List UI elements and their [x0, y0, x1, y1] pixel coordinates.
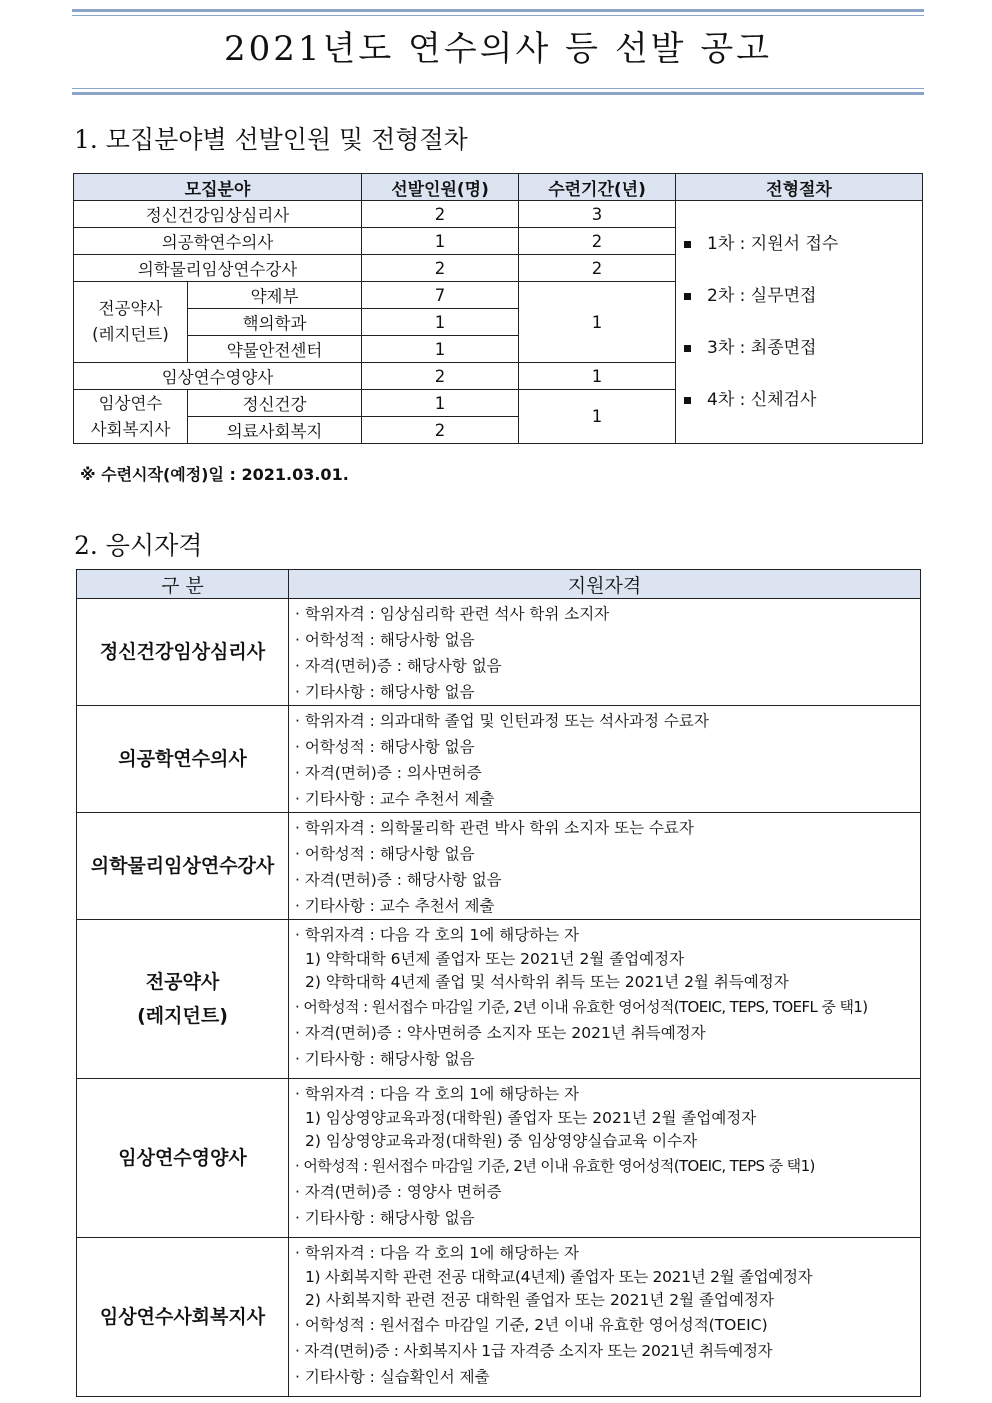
subfield-name: 약물안전센터 [188, 336, 362, 363]
field-count: 7 [362, 282, 519, 309]
qualification-cell [289, 813, 921, 920]
title-rule-bottom [72, 92, 924, 95]
qualification-line: · 자격(면허)증 : 의사면허증 [295, 764, 482, 782]
qualification-line: · 학위자격 : 의과대학 졸업 및 인턴과정 또는 석사과정 수료자 [295, 712, 709, 730]
field-name: 임상연수영양사 [74, 363, 362, 390]
procedure-step: 3차 : 최종면접 [684, 322, 922, 374]
qualification-line: · 자격(면허)증 : 사회복지사 1급 자격증 소지자 또는 2021년 취득예정자 [295, 1342, 773, 1360]
table-row [77, 599, 921, 706]
category-name: 임상연수영양사 [77, 1079, 289, 1238]
header-qualification: 지원자격 [289, 570, 921, 599]
section1-heading: 1. 모집분야별 선발인원 및 전형절차 [74, 125, 468, 154]
qualification-line: · 어학성적 : 해당사항 없음 [295, 738, 475, 756]
header-procedure: 전형절차 [676, 174, 923, 201]
table-row [77, 1079, 921, 1238]
square-bullet-icon [684, 241, 691, 248]
field-name: 의공학연수의사 [74, 228, 362, 255]
category-name: 의공학연수의사 [77, 706, 289, 813]
qualification-line: · 기타사항 : 해당사항 없음 [295, 1050, 475, 1068]
qualification-line: · 어학성적 : 해당사항 없음 [295, 631, 475, 649]
table-row [74, 201, 923, 228]
qualification-line: · 학위자격 : 의학물리학 관련 박사 학위 소지자 또는 수료자 [295, 819, 694, 837]
category-name: 정신건강임상심리사 [77, 599, 289, 706]
field-years: 1 [519, 390, 676, 444]
subfield-name: 정신건강 [188, 390, 362, 417]
square-bullet-icon [684, 397, 691, 404]
qualification-line: · 기타사항 : 해당사항 없음 [295, 1209, 475, 1227]
qualification-line: · 학위자격 : 다음 각 호의 1에 해당하는 자 [295, 1244, 580, 1262]
qualification-subline: 1) 약학대학 6년제 졸업자 또는 2021년 2월 졸업예정자 [305, 950, 685, 968]
field-count: 2 [362, 417, 519, 444]
category-name: 전공약사 (레지던트) [77, 920, 289, 1079]
qualification-line: · 자격(면허)증 : 영양사 면허증 [295, 1183, 502, 1201]
square-bullet-icon [684, 293, 691, 300]
category-name: 임상연수사회복지사 [77, 1238, 289, 1397]
qualification-subline: 1) 사회복지학 관련 전공 대학교(4년제) 졸업자 또는 2021년 2월 졸업예정자 [305, 1268, 813, 1286]
section2-heading: 2. 응시자격 [74, 531, 203, 560]
header-category: 구 분 [77, 570, 289, 599]
qualification-header-row [77, 570, 921, 599]
qualification-subline: 2) 임상영양교육과정(대학원) 중 임상영양실습교육 이수자 [305, 1132, 698, 1150]
category-name: 의학물리임상연수강사 [77, 813, 289, 920]
field-years: 1 [519, 282, 676, 363]
subfield-name: 핵의학과 [188, 309, 362, 336]
field-count: 1 [362, 390, 519, 417]
qualification-line: · 어학성적 : 원서접수 마감일 기준, 2년 이내 유효한 영어성적(TOEIC) [295, 1316, 768, 1334]
field-name: 정신건강임상심리사 [74, 201, 362, 228]
field-name: 의학물리임상연수강사 [74, 255, 362, 282]
procedure-step: 4차 : 신체검사 [684, 374, 922, 426]
field-count: 1 [362, 336, 519, 363]
table-row [77, 920, 921, 1079]
field-years: 2 [519, 228, 676, 255]
training-start-note: ※ 수련시작(예정)일 : 2021.03.01. [80, 465, 349, 484]
qualification-line: · 어학성적 : 원서접수 마감일 기준, 2년 이내 유효한 영어성적(TOEIC, TEPS, TOEFL 중 택1) [295, 998, 868, 1016]
qualification-line: · 자격(면허)증 : 해당사항 없음 [295, 871, 502, 889]
table-row [77, 813, 921, 920]
pharm-group: 전공약사 (레지던트) [74, 282, 188, 363]
qualification-line: · 자격(면허)증 : 해당사항 없음 [295, 657, 502, 675]
qualification-line: · 학위자격 : 다음 각 호의 1에 해당하는 자 [295, 1085, 580, 1103]
field-years: 3 [519, 201, 676, 228]
subfield-name: 의료사회복지 [188, 417, 362, 444]
qualification-cell [289, 706, 921, 813]
table-row [77, 1238, 921, 1397]
field-count: 2 [362, 363, 519, 390]
qualification-line: · 자격(면허)증 : 약사면허증 소지자 또는 2021년 취득예정자 [295, 1024, 706, 1042]
subfield-name: 약제부 [188, 282, 362, 309]
header-count: 선발인원(명) [362, 174, 519, 201]
table-row [77, 706, 921, 813]
procedure-step: 1차 : 지원서 접수 [684, 218, 922, 270]
qualification-subline: 1) 임상영양교육과정(대학원) 졸업자 또는 2021년 2월 졸업예정자 [305, 1109, 757, 1127]
qualification-cell [289, 599, 921, 706]
qualification-line: · 기타사항 : 실습확인서 제출 [295, 1368, 490, 1386]
qualification-table [76, 569, 921, 1397]
social-group: 임상연수 사회복지사 [74, 390, 188, 444]
recruitment-header-row [74, 174, 923, 201]
qualification-subline: 2) 사회복지학 관련 전공 대학원 졸업자 또는 2021년 2월 졸업예정자 [305, 1291, 774, 1309]
page-title: 2021년도 연수의사 등 선발 공고 [223, 29, 773, 69]
qualification-line: · 기타사항 : 교수 추천서 제출 [295, 790, 495, 808]
field-years: 2 [519, 255, 676, 282]
procedure-step: 2차 : 실무면접 [684, 270, 922, 322]
procedure-cell [676, 201, 923, 444]
qualification-cell [289, 1238, 921, 1397]
title-rule-top-thin [72, 15, 924, 16]
qualification-line: · 기타사항 : 해당사항 없음 [295, 683, 475, 701]
qualification-cell [289, 920, 921, 1079]
field-years: 1 [519, 363, 676, 390]
qualification-subline: 2) 약학대학 4년제 졸업 및 석사학위 취득 또는 2021년 2월 취득예정자 [305, 973, 789, 991]
qualification-line: · 기타사항 : 교수 추천서 제출 [295, 897, 495, 915]
title-rule-bottom-thin [72, 88, 924, 89]
field-count: 1 [362, 309, 519, 336]
field-count: 1 [362, 228, 519, 255]
qualification-cell [289, 1079, 921, 1238]
recruitment-table [73, 173, 923, 444]
field-count: 2 [362, 201, 519, 228]
title-rule-top [72, 9, 924, 12]
square-bullet-icon [684, 345, 691, 352]
qualification-line: · 학위자격 : 임상심리학 관련 석사 학위 소지자 [295, 605, 610, 623]
qualification-line: · 어학성적 : 원서접수 마감일 기준, 2년 이내 유효한 영어성적(TOEIC, TEPS 중 택1) [295, 1157, 815, 1175]
qualification-line: · 어학성적 : 해당사항 없음 [295, 845, 475, 863]
header-field: 모집분야 [74, 174, 362, 201]
field-count: 2 [362, 255, 519, 282]
qualification-line: · 학위자격 : 다음 각 호의 1에 해당하는 자 [295, 926, 580, 944]
header-years: 수련기간(년) [519, 174, 676, 201]
